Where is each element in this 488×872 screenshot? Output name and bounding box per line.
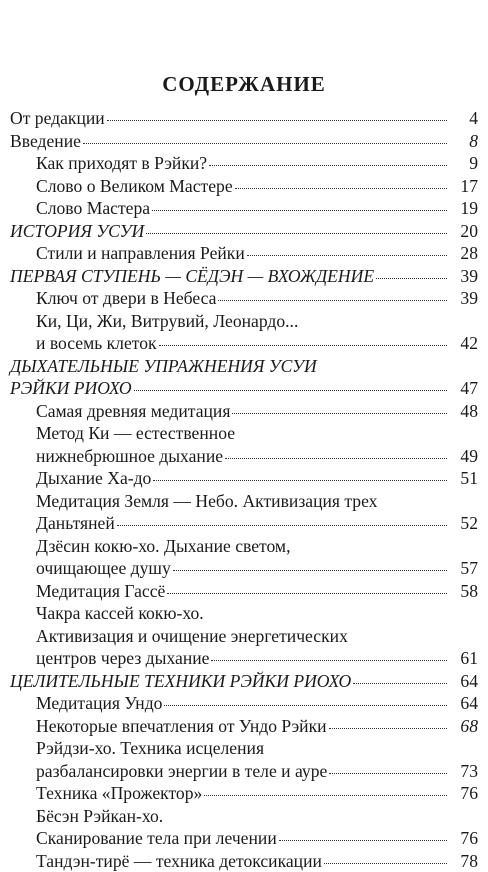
toc-entry-title: ИСТОРИЯ УСУИ xyxy=(10,220,144,243)
toc-page-number: 4 xyxy=(469,107,478,130)
toc-entry[interactable] xyxy=(0,805,488,850)
dot-leader xyxy=(376,278,447,279)
dot-leader xyxy=(329,773,447,774)
toc-entry-title: Техника «Прожектор» xyxy=(36,782,202,805)
toc-page-number: 76 xyxy=(460,827,478,850)
toc-entry-title: Даньтяней xyxy=(36,512,115,535)
toc-entry-title: Тандэн-тирё — техника детоксикации xyxy=(36,850,322,872)
toc-entry-row xyxy=(36,580,449,603)
toc-entry-row xyxy=(36,400,449,423)
dot-leader xyxy=(173,570,447,571)
toc-entry-title: разбалансировки энергии в теле и ауре xyxy=(36,760,327,783)
toc-entry-title-line: Чакра кассей кокю-хо. xyxy=(36,602,449,625)
dot-leader xyxy=(146,233,447,234)
toc-entry[interactable] xyxy=(0,535,488,580)
toc-entry-row xyxy=(36,332,449,355)
toc-entry-title: нижнебрюшное дыхание xyxy=(36,445,223,468)
toc-entry-row xyxy=(10,377,449,400)
toc-entry-title: Дыхание Ха-до xyxy=(36,467,151,490)
toc-entry[interactable] xyxy=(0,175,488,198)
toc-entry[interactable] xyxy=(0,287,488,310)
dot-leader xyxy=(134,390,447,391)
toc-entry-row xyxy=(36,445,449,468)
toc-entry-title: ЦЕЛИТЕЛЬНЫЕ ТЕХНИКИ РЭЙКИ РИОХО xyxy=(10,670,351,693)
toc-entry-title-line: Активизация и очищение энергетических xyxy=(36,625,449,648)
toc-entry[interactable] xyxy=(0,850,488,872)
dot-leader xyxy=(167,593,447,594)
toc-entry-title: РЭЙКИ РИОХО xyxy=(10,377,132,400)
toc-entry-title-line: Дзёсин кокю-хо. Дыхание светом, xyxy=(36,535,449,558)
toc-page-number: 19 xyxy=(460,197,478,220)
toc-entry[interactable] xyxy=(0,197,488,220)
toc-entry-title: ПЕРВАЯ СТУПЕНЬ — СЁДЭН — ВХОЖДЕНИЕ xyxy=(10,265,374,288)
toc-entry-title-line: Бёсэн Рэйкан-хо. xyxy=(36,805,449,828)
toc-entry[interactable] xyxy=(0,737,488,782)
toc-page-number: 76 xyxy=(460,782,478,805)
toc-entry-title: Самая древняя медитация xyxy=(36,400,230,423)
toc-entry[interactable] xyxy=(0,107,488,130)
toc-entry[interactable] xyxy=(0,490,488,535)
toc-entry[interactable] xyxy=(0,310,488,355)
toc-page-number: 42 xyxy=(460,332,478,355)
toc-entry[interactable] xyxy=(0,242,488,265)
dot-leader xyxy=(117,525,447,526)
dot-leader xyxy=(279,840,447,841)
toc-page-number: 52 xyxy=(460,512,478,535)
toc-entry-title-line: Метод Ки — естественное xyxy=(36,422,449,445)
toc-page-number: 20 xyxy=(460,220,478,243)
toc-entry-row xyxy=(10,130,449,153)
toc-entry[interactable] xyxy=(0,152,488,175)
toc-entry-title: Сканирование тела при лечении xyxy=(36,827,277,850)
page-title: СОДЕРЖАНИЕ xyxy=(0,72,488,97)
toc-page-number: 39 xyxy=(460,287,478,310)
toc-entry-title: От редакции xyxy=(10,107,105,130)
dot-leader xyxy=(218,300,447,301)
dot-leader xyxy=(204,795,447,796)
toc-entry[interactable] xyxy=(0,422,488,467)
toc-entry[interactable] xyxy=(0,220,488,243)
toc-entry-row xyxy=(36,715,449,738)
toc-page-number: 9 xyxy=(469,152,478,175)
toc-entry[interactable] xyxy=(0,355,488,400)
toc-entry-row xyxy=(36,692,449,715)
toc-entry-title: центров через дыхание xyxy=(36,647,209,670)
toc-page-number: 51 xyxy=(460,467,478,490)
dot-leader xyxy=(164,705,447,706)
toc-entry-title: Ключ от двери в Небеса xyxy=(36,287,216,310)
dot-leader xyxy=(209,165,447,166)
toc-entry-title: Медитация Ундо xyxy=(36,692,162,715)
toc-page-number: 48 xyxy=(460,400,478,423)
toc-entry-row xyxy=(36,287,449,310)
toc-entry[interactable] xyxy=(0,602,488,670)
toc-page-number: 78 xyxy=(460,850,478,872)
toc-entry-row xyxy=(36,467,449,490)
toc-entry-title-line: ДЫХАТЕЛЬНЫЕ УПРАЖНЕНИЯ УСУИ xyxy=(10,355,449,378)
toc-page-number: 68 xyxy=(460,715,478,738)
toc-entry-row xyxy=(36,557,449,580)
toc-entry-title: Как приходят в Рэйки? xyxy=(36,152,207,175)
dot-leader xyxy=(329,728,447,729)
dot-leader xyxy=(152,210,447,211)
toc-entry-row xyxy=(10,107,449,130)
toc-entry-row xyxy=(36,647,449,670)
toc-page-number: 61 xyxy=(460,647,478,670)
dot-leader xyxy=(232,413,447,414)
toc-entry-title: Слово Мастера xyxy=(36,197,150,220)
toc-entry-title: и восемь клеток xyxy=(36,332,157,355)
toc-entry-row xyxy=(36,827,449,850)
dot-leader xyxy=(153,480,447,481)
toc-page-number: 73 xyxy=(460,760,478,783)
toc-page-number: 28 xyxy=(460,242,478,265)
toc-entry-row xyxy=(36,850,449,872)
toc-entry-title: очищающее душу xyxy=(36,557,171,580)
dot-leader xyxy=(107,120,447,121)
toc-page-number: 64 xyxy=(460,670,478,693)
toc-entry-row xyxy=(36,760,449,783)
toc-entry-title-line: Медитация Земля — Небо. Активизация трех xyxy=(36,490,449,513)
toc-entry[interactable] xyxy=(0,692,488,715)
toc-page-number: 39 xyxy=(460,265,478,288)
toc-page-number: 64 xyxy=(460,692,478,715)
toc-entry[interactable] xyxy=(0,715,488,738)
dot-leader xyxy=(159,345,447,346)
toc-page-number: 58 xyxy=(460,580,478,603)
toc-page-number: 49 xyxy=(460,445,478,468)
dot-leader xyxy=(353,683,447,684)
toc-entry-row xyxy=(36,782,449,805)
toc-entry[interactable] xyxy=(0,130,488,153)
toc-entry-row xyxy=(36,242,449,265)
toc-entry[interactable] xyxy=(0,400,488,423)
toc-entry-row xyxy=(10,265,449,288)
toc-entry-row xyxy=(36,197,449,220)
toc-entry-title: Стили и направления Рейки xyxy=(36,242,245,265)
toc-entry-row xyxy=(36,512,449,535)
toc-entry-title: Медитация Гассё xyxy=(36,580,165,603)
toc-entry-title-line: Рэйдзи-хо. Техника исцеления xyxy=(36,737,449,760)
toc-entry[interactable] xyxy=(0,670,488,693)
toc-page-number: 57 xyxy=(460,557,478,580)
table-of-contents xyxy=(0,107,488,872)
toc-entry-row xyxy=(10,670,449,693)
toc-page-number: 8 xyxy=(469,130,478,153)
toc-entry-title-line: Ки, Ци, Жи, Витрувий, Леонардо... xyxy=(36,310,449,333)
toc-entry-row xyxy=(36,152,449,175)
toc-entry[interactable] xyxy=(0,265,488,288)
toc-entry-title: Введение xyxy=(10,130,81,153)
toc-entry[interactable] xyxy=(0,580,488,603)
toc-entry[interactable] xyxy=(0,782,488,805)
toc-page-number: 47 xyxy=(460,377,478,400)
dot-leader xyxy=(83,143,447,144)
toc-entry-row xyxy=(10,220,449,243)
dot-leader xyxy=(211,660,447,661)
dot-leader xyxy=(247,255,447,256)
dot-leader xyxy=(324,863,447,864)
toc-entry-title: Некоторые впечатления от Ундо Рэйки xyxy=(36,715,327,738)
toc-entry[interactable] xyxy=(0,467,488,490)
toc-entry-title: Слово о Великом Мастере xyxy=(36,175,233,198)
dot-leader xyxy=(225,458,447,459)
dot-leader xyxy=(235,188,447,189)
toc-page-number: 17 xyxy=(460,175,478,198)
toc-entry-row xyxy=(36,175,449,198)
